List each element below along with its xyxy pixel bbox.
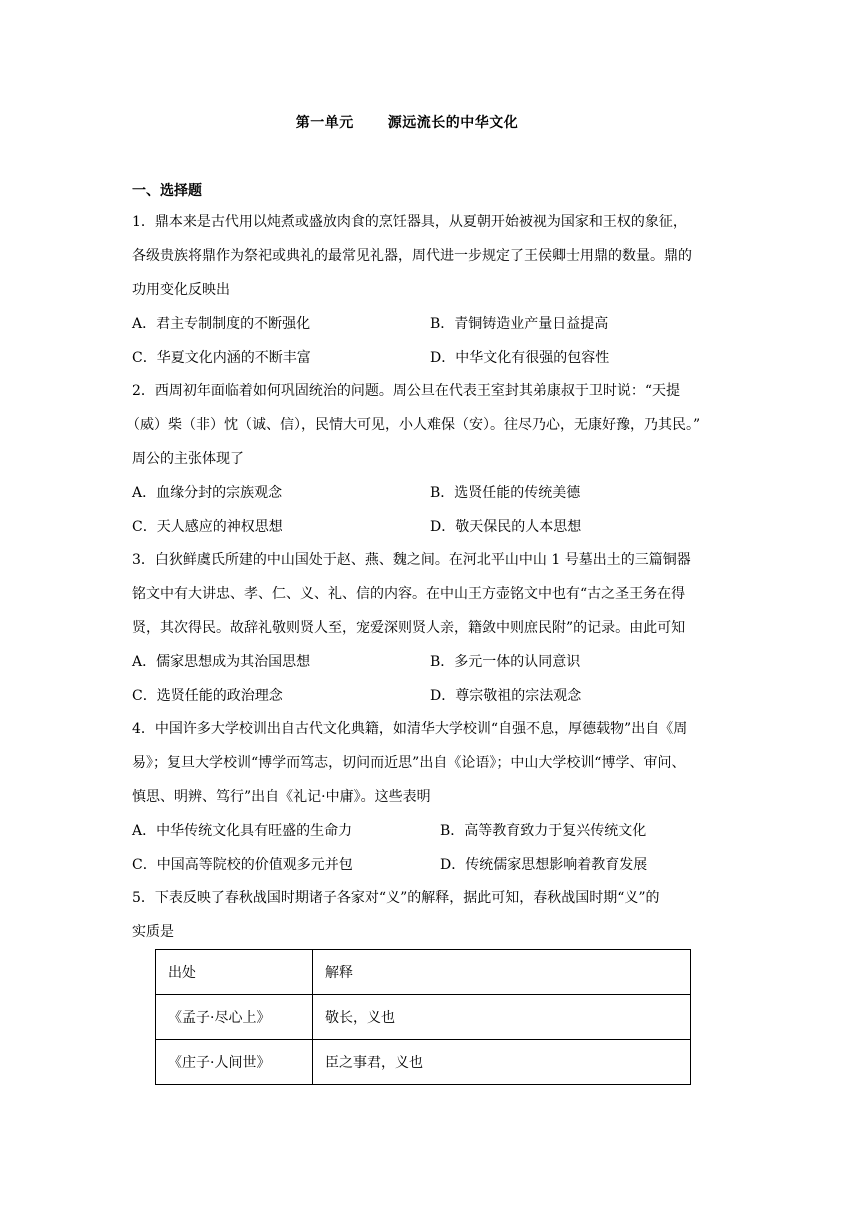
table-cell-source: 《孟子·尽心上》 [156,995,313,1040]
question-1-option-b: B．青铜铸造业产量日益提高 [430,316,609,332]
question-1-option-a: A．君主专制制度的不断强化 [132,316,311,332]
question-3-line-2: 铭文中有大讲忠、孝、仁、义、礼、信的内容。在中山王方壶铭文中也有“古之圣王务在得 [132,586,686,602]
question-2-option-d: D．敬天保民的人本思想 [430,519,582,535]
unit-title [0,112,814,132]
question-3-line-1: 3．白狄鲜虞氏所建的中山国处于赵、燕、魏之间。在河北平山中山 1 号墓出土的三篇铜器 [132,552,691,568]
question-3-option-c: C．选贤任能的政治理念 [132,688,283,704]
section-heading: 一、选择题 [132,183,202,199]
question-2-option-a: A．血缘分封的宗族观念 [132,485,283,501]
table-cell-explanation: 臣之事君，义也 [313,1040,691,1085]
question-2-option-c: C．天人感应的神权思想 [132,519,283,535]
question-4-line-1: 4．中国许多大学校训出自古代文化典籍，如清华大学校训“自强不息，厚德载物”出自《周 [132,721,688,737]
question-1-option-d: D．中华文化有很强的包容性 [430,350,610,366]
table-cell-explanation: 敬长，义也 [313,995,691,1040]
source-table [155,949,691,1085]
table-row [156,995,691,1040]
question-2-line-3: 周公的主张体现了 [132,451,244,467]
question-2-line-1: 2．西周初年面临着如何巩固统治的问题。周公旦在代表王室封其弟康叔于卫时说：“天提 [132,383,681,399]
question-2-option-b: B．选贤任能的传统美德 [430,485,581,501]
unit-name: 源远流长的中华文化 [387,115,519,131]
question-1-option-c: C．华夏文化内涵的不断丰富 [132,350,311,366]
question-4-option-b: B．高等教育致力于复兴传统文化 [440,823,647,839]
question-2-line-2: （威）柴（非）忱（诚、信），民情大可见，小人难保（安）。往尽乃心，无康好豫，乃其民。” [126,417,701,433]
table-header-row [156,950,691,995]
question-4-line-2: 易》；复旦大学校训“博学而笃志，切问而近思”出自《论语》；中山大学校训“博学、审问、 [132,755,686,771]
question-5-line-1: 5．下表反映了春秋战国时期诸子各家对“义”的解释，据此可知，春秋战国时期“义”的 [132,890,660,906]
table-cell-source: 《庄子·人间世》 [156,1040,313,1085]
question-3-option-b: B．多元一体的认同意识 [430,654,581,670]
question-1-line-2: 各级贵族将鼎作为祭祀或典礼的最常见礼器，周代进一步规定了王侯卿士用鼎的数量。鼎的 [132,248,692,264]
question-3-option-d: D．尊宗敬祖的宗法观念 [430,688,582,704]
question-4-option-d: D．传统儒家思想影响着教育发展 [440,857,648,873]
question-1-line-1: 1．鼎本来是古代用以炖煮或盛放肉食的烹饪器具，从夏朝开始被视为国家和王权的象征， [132,214,687,230]
table-header-explanation: 解释 [313,950,691,995]
question-5-line-2: 实质是 [132,924,174,940]
table-row [156,1040,691,1085]
question-4-option-c: C．中国高等院校的价值观多元并包 [132,857,353,873]
question-4-line-3: 慎思、明辨、笃行”出自《礼记·中庸》。这些表明 [132,789,431,805]
unit-label: 第一单元 [295,115,354,131]
question-1-line-3: 功用变化反映出 [132,282,230,298]
question-3-option-a: A．儒家思想成为其治国思想 [132,654,311,670]
question-4-option-a: A．中华传统文化具有旺盛的生命力 [132,823,353,839]
question-3-line-3: 贤，其次得民。故辞礼敬则贤人至，宠爱深则贤人亲，籍敛中则庶民附”的记录。由此可知 [132,620,686,636]
table-header-source: 出处 [156,950,313,995]
